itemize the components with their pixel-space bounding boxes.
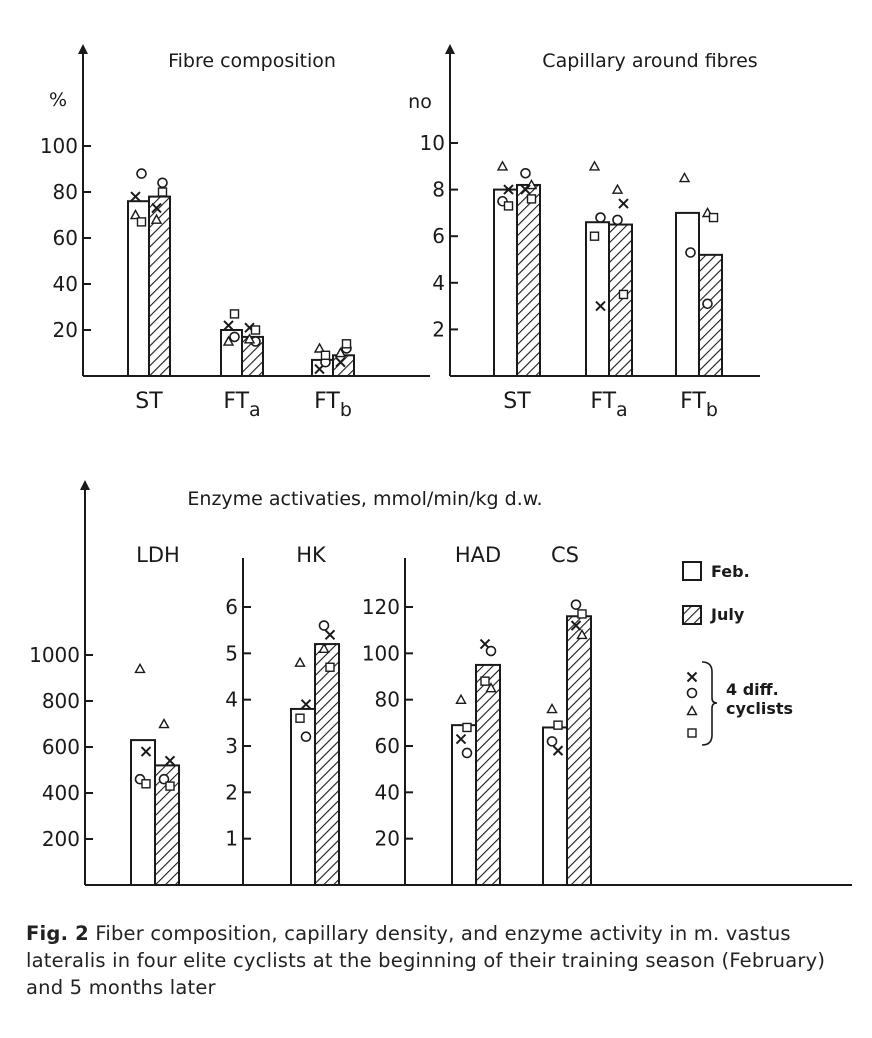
enzyme-point-square [326, 663, 334, 671]
legend-feb-label: Feb. [711, 562, 750, 581]
enzyme-ldh-y-tick-label: 1000 [29, 643, 80, 667]
capillary-category-label: ST [503, 389, 531, 414]
enzyme-panel-label: HK [296, 543, 326, 567]
enzyme-hk-y-tick-label: 4 [225, 687, 238, 712]
capillary-y-tick-label: 4 [432, 270, 445, 295]
fibre-point-square [252, 326, 260, 334]
capillary-bar-july [517, 185, 540, 376]
capillary-point-square [528, 195, 536, 203]
capillary-point-square [505, 202, 513, 210]
fibre-y-tick-label: 100 [39, 134, 78, 158]
enzyme-had-y-tick-label: 120 [361, 595, 400, 619]
enzyme-point-square [481, 677, 489, 685]
capillary-y-axis-arrowhead [445, 44, 455, 54]
legend-july-label: July [711, 605, 745, 624]
capillary-point-o [613, 215, 622, 224]
capillary-point-square [620, 290, 628, 298]
legend [683, 562, 793, 745]
enzyme-point-square [142, 780, 150, 788]
enzyme-had-y-tick-label: 20 [374, 826, 400, 851]
enzyme-hk-y-tick-label: 5 [225, 641, 238, 666]
capillary-point-square [591, 232, 599, 240]
capillary-point-triangle [498, 162, 507, 170]
capillary-point-triangle [590, 162, 599, 170]
enzyme-point-triangle [136, 664, 145, 672]
enzyme-hk-y-tick-label: 6 [225, 595, 238, 619]
enzyme-point-triangle [548, 704, 557, 712]
enzyme-had-y-tick-label: 40 [374, 780, 400, 805]
capillary-point-triangle [680, 173, 689, 181]
fibre-chart-title: Fibre composition [168, 50, 336, 72]
enzyme-point-square [554, 721, 562, 729]
enzyme-ldh-bar-feb [131, 740, 155, 885]
enzyme-point-o [487, 647, 496, 656]
fibre-y-tick-label: 80 [52, 180, 78, 204]
enzyme-ldh-y-tick-label: 200 [41, 827, 80, 851]
enzyme-point-o [302, 732, 311, 741]
capillary-bar-july [609, 225, 632, 376]
capillary-point-o [703, 299, 712, 308]
bars-layer [128, 185, 722, 885]
enzyme-point-o [572, 600, 581, 609]
fibre-bar-feb [128, 201, 149, 376]
figure-caption [26, 920, 856, 1001]
fibre-point-square [322, 351, 330, 359]
enzyme-point-square [296, 714, 304, 722]
enzyme-main-y-axis-arrowhead [80, 480, 90, 490]
capillary-bar-feb [586, 222, 609, 376]
capillary-point-triangle [613, 185, 622, 193]
enzyme-point-o [463, 748, 472, 757]
fibre-category-label: FTb [314, 389, 352, 421]
fibre-y-axis-label: % [48, 89, 68, 111]
enzyme-point-x [326, 630, 335, 639]
capillary-y-axis-label: no [408, 91, 432, 113]
enzyme-had-y-tick-label: 80 [374, 687, 400, 712]
enzyme-point-triangle [160, 720, 169, 728]
enzyme-point-x [166, 756, 175, 765]
fibre-point-x [131, 192, 140, 201]
fibre-point-o [137, 169, 146, 178]
fibre-point-square [231, 310, 239, 318]
legend-feb-swatch [683, 562, 701, 580]
enzyme-point-triangle [296, 658, 305, 666]
caption-label: Fig. 2 [26, 922, 89, 945]
enzyme-panel-label: CS [551, 543, 579, 567]
fibre-y-axis-arrowhead [78, 44, 88, 54]
fibre-point-square [343, 340, 351, 348]
fibre-y-tick-label: 20 [52, 318, 78, 342]
fibre-point-x [224, 321, 233, 330]
enzyme-cs-bar-feb [543, 727, 567, 885]
legend-cyclists-label-1: 4 diff. [726, 680, 779, 699]
fibre-point-square [138, 218, 146, 226]
capillary-point-o [686, 248, 695, 257]
enzyme-had-y-tick-label: 60 [374, 734, 400, 758]
fibre-point-o [158, 178, 167, 187]
legend-marker-square [688, 729, 696, 737]
enzyme-hk-y-tick-label: 3 [225, 734, 238, 758]
enzyme-had-y-tick-label: 100 [361, 641, 400, 666]
legend-marker-triangle [688, 707, 697, 715]
enzyme-had-bar-july [476, 665, 500, 885]
enzyme-point-square [463, 723, 471, 731]
capillary-point-o [596, 213, 605, 222]
enzyme-hk-bar-july [315, 644, 339, 885]
enzyme-point-triangle [457, 695, 466, 703]
enzyme-ldh-y-tick-label: 600 [41, 735, 80, 759]
fibre-category-label: ST [135, 389, 163, 414]
enzyme-ldh-y-tick-label: 400 [41, 781, 80, 805]
capillary-y-tick-label: 10 [419, 131, 445, 155]
fibre-y-tick-label: 60 [52, 226, 78, 250]
fibre-category-label: FTa [223, 389, 261, 421]
capillary-bar-july [699, 255, 722, 376]
legend-brace [702, 662, 717, 745]
enzyme-chart-title: Enzyme activaties, mmol/min/kg d.w. [187, 488, 543, 510]
fibre-y-tick-label: 40 [52, 272, 78, 296]
capillary-y-tick-label: 2 [432, 317, 445, 342]
enzyme-hk-y-tick-label: 2 [225, 780, 238, 805]
capillary-chart-title: Capillary around fibres [542, 50, 758, 72]
legend-marker-o [688, 689, 697, 698]
capillary-point-o [521, 169, 530, 178]
fibre-point-square [159, 188, 167, 196]
capillary-y-tick-label: 8 [432, 177, 445, 202]
capillary-y-tick-label: 6 [432, 224, 445, 249]
enzyme-panel-label: LDH [136, 543, 180, 567]
capillary-bar-feb [494, 190, 517, 376]
legend-marker-x [688, 673, 697, 682]
enzyme-point-x [302, 700, 311, 709]
enzyme-point-o [548, 737, 557, 746]
enzyme-point-square [578, 610, 586, 618]
enzyme-hk-y-tick-label: 1 [225, 826, 238, 851]
enzyme-cs-bar-july [567, 616, 591, 885]
fibre-point-o [230, 332, 239, 341]
capillary-point-square [710, 214, 718, 222]
enzyme-ldh-y-tick-label: 800 [41, 689, 80, 713]
capillary-point-x [619, 199, 628, 208]
caption-text: Fiber composition, capillary density, and enzyme activity in m. vastus lateralis in four elite cyclists at the beginning of their training season (February) and 5 months later [26, 922, 826, 999]
capillary-bar-feb [676, 213, 699, 376]
enzyme-point-square [166, 782, 174, 790]
capillary-category-label: FTb [680, 389, 718, 421]
enzyme-panel-label: HAD [454, 543, 502, 567]
legend-cyclists-label-2: cyclists [726, 699, 794, 718]
legend-july-swatch [683, 606, 701, 624]
capillary-category-label: FTa [590, 389, 628, 421]
enzyme-point-o [320, 621, 329, 630]
